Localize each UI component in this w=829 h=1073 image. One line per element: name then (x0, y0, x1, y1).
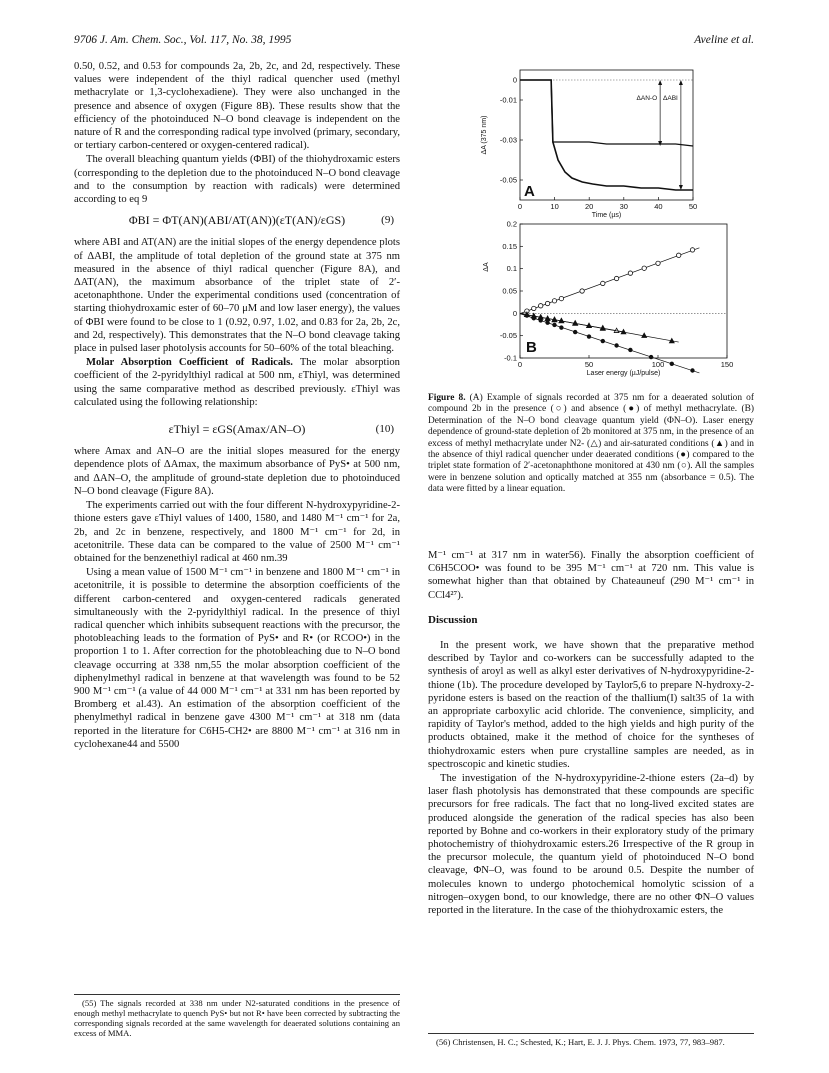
run-in-heading: Molar Absorption Coefficient of Radicals. (86, 357, 293, 369)
x-tick-label: 0 (517, 360, 523, 369)
y-tick-label: 0.2 (506, 219, 517, 229)
y-tick-label: 0.1 (506, 264, 517, 274)
data-point (628, 271, 632, 275)
left-footnote (74, 994, 400, 1038)
y-tick-label: 0 (512, 75, 517, 85)
data-point (690, 368, 694, 372)
y-tick-label: -0.03 (499, 135, 517, 145)
paragraph: where ABI and AT(AN) are the initial slopes of the energy dependence plots of ΔABI, the amplitude of total depletion of the ground state at 375 nm measured in the absence of thiyl radical quencher (Figure 8A), and ΔAT(AN), the maximum absorbance of the triplet state of 2′-acetonaphthone. Under the experimental conditions used (concentration of starting thiohydroxamic ester of 60–70 μM and low laser energy), the values of ΦBI were found to be close to 1 (0.92, 0.97, 1.02, and 0.83 for 2a, 2b, 2c, and 2d, respectively). This demonstrates that the N–O bond cleavage taking place in pulsed laser photolysis accounts for 50–60% of the total bleaching. (74, 237, 400, 355)
x-tick-label: 50 (688, 202, 698, 211)
y-tick-label: 0.15 (502, 241, 517, 251)
plot-frame (520, 224, 727, 358)
paragraph: where Amax and AN–O are the initial slopes measured for the energy dependence plots of ΔAmax, the maximum absorbance of PyS• at 500 nm, and ΔAN–O, the amplitude of ground-state depletion due to photoinduced N–O bond cleavage (Figure 8A). (74, 446, 400, 497)
right-footnote (428, 1033, 754, 1047)
x-tick-label: 0 (517, 202, 523, 211)
figure-8 (428, 62, 754, 388)
x-tick-label: 20 (585, 202, 594, 211)
equation-number: (10) (375, 423, 394, 436)
equation-9 (74, 214, 400, 227)
data-point (545, 321, 549, 325)
data-point (539, 304, 543, 308)
x-tick-label: 10 (550, 202, 559, 211)
fit-line (520, 314, 679, 343)
figure-caption (428, 393, 754, 496)
data-point (601, 339, 605, 343)
section-heading: Discussion (428, 613, 478, 626)
data-point (677, 253, 681, 257)
x-tick-label: 30 (619, 202, 628, 211)
y-axis-label: ΔA (483, 262, 490, 272)
data-point (601, 281, 605, 285)
data-point (559, 325, 563, 329)
data-point (587, 334, 591, 338)
footnote-55: (55) The signals recorded at 338 nm under N2-saturated conditions in the presence of enough methyl methacrylate to quench PyS• but not R• have been corrected by subtracting the corresponding signals recorded at the same wavelength for deaerated solutions containing an excess of MMA. (74, 994, 400, 1038)
data-point (656, 261, 660, 265)
caption-label: Figure 8. (428, 393, 466, 403)
y-axis-label: ΔA (375 nm) (481, 115, 488, 155)
paragraph: The investigation of the N-hydroxypyridine-2-thione esters (2a–d) by laser flash photolysis has demonstrated that these compounds are specific precursors for free radicals. The fact that no long-lived excited states are produced alongside the generation of the radical species has also been reported by Bohne and co-workers in their exploratory study of the primary photochemistry of thiohydroxamic esters.26 Irrespective of the R group in the precursor molecule, the quantum yield of photoinduced N–O bond cleavage, ΦN–O, was found to be around 0.5. Despite the number of molecules known to undergo photochemical homolytic scission of a nitrogen–oxygen bond, to our knowledge, there are no other ΦN–O values reported in the literature. In the case of the thiohydroxamic esters, the (428, 773, 754, 917)
equation-text: εThiyl = εGS(Amax/AN–O) (168, 422, 306, 437)
paragraph (74, 356, 400, 409)
amplitude-label: ΔAN-O (636, 95, 658, 102)
equation-10 (74, 423, 400, 436)
paragraph: The overall bleaching quantum yields (ΦBI) of the thiohydroxamic esters (corresponding to the depletion due to the photoinduced N–O bond cleavage and to the consumption by reaction with radicals) were determined according to eq 9 (74, 154, 400, 206)
left-column (74, 60, 400, 752)
data-point (580, 289, 584, 293)
y-tick-label: 0.05 (502, 286, 517, 296)
data-point (614, 276, 618, 280)
x-tick-label: 100 (651, 360, 665, 369)
data-point (649, 355, 653, 359)
data-point (532, 306, 536, 310)
equation-number: (9) (381, 214, 394, 227)
amplitude-label: ΔABI (663, 95, 678, 102)
data-point (559, 296, 563, 300)
data-point (552, 323, 556, 327)
running-header (74, 34, 754, 50)
data-point (642, 266, 646, 270)
paragraph: The experiments carried out with the four different N-hydroxypyridine-2-thione esters gave εThiyl values of 1400, 1580, and 1480 M⁻¹ cm⁻¹ for 2a, 2b, and 2c in benzene, respectively, and 1800 M⁻¹ cm⁻¹ for 2d, in acetonitrile. These data can be compared to the value of 2500 M⁻¹ cm⁻¹ obtained for the benzenethiyl radical at 460 nm.39 (74, 500, 400, 564)
panel-letter: B (526, 339, 537, 356)
paragraph: In the present work, we have shown that the preparative method described by Taylor and co-workers can be successfully adapted to the synthesis of aroyl as well as alkyl ester derivatives of N-hydroxypyridine-2-thione (1b). The procedure developed by Taylor5,6 to prepare N-hydroxy-2-pyridone esters is based on the reaction of the thallium(I) salt35 of 1a with an appropriate carboxylic acid chloride. The convenience, simplicity, and rapidity of Taylor's method, added to the high yields and high purity of the products obtained, make it the method of choice for the syntheses of thiohydroxamic esters when pure crystalline samples are needed, as in spectroscopic and kinetic studies. (428, 640, 754, 770)
figure-8a-panel (481, 70, 697, 219)
footnote-56: (56) Christensen, H. C.; Schested, K.; Hart, E. J. J. Phys. Chem. 1973, 77, 983–987. (428, 1033, 754, 1047)
caption-text: (A) Example of signals recorded at 375 nm for a deaerated solution of compound 2b in the presence (○) and absence (●) of methyl methacrylate. (B) Determination of the N–O bond cleavage quantum yield (ΦN–O). Laser energy dependence of ground-state depletion of 2b monitored at 375 nm, in the presence of an excess of methyl methacrylate under N2- (△) and air-saturated conditions (▲) and in the absence of thiyl radical quencher under deaerated conditions (●) compared to the triplet state formation of 2′-acetonaphthone monitored at 430 nm (○). All the samples were in benzene solution and optically matched at 355 nm (absorbance = 0.5). The data were fitted by a linear equation. (428, 393, 754, 495)
x-axis-label: Laser energy (µJ/pulse) (586, 370, 661, 377)
paragraph-text: The molar absorption coefficient of the 2-pyridylthiyl radical at 500 nm, εThiyl, was determined using the same comparative method as described previously. εThiyl was calculated using the following relationship: (74, 357, 400, 408)
data-point (614, 343, 618, 347)
paragraph: M⁻¹ cm⁻¹ at 317 nm in water56). Finally the absorption coefficient of C6H5COO• was found to be 395 M⁻¹ cm⁻¹ at 720 nm. This value is somewhat higher than that obtained by Chateauneuf (290 M⁻¹ cm⁻¹ in CCl4²⁷). (428, 550, 754, 601)
x-tick-label: 50 (584, 360, 594, 369)
y-tick-label: -0.05 (499, 175, 517, 185)
data-point (545, 301, 549, 305)
y-tick-label: -0.1 (504, 353, 517, 363)
x-axis-label: Time (µs) (591, 212, 622, 219)
data-point (690, 248, 694, 252)
right-column (428, 549, 754, 918)
y-tick-label: -0.05 (499, 331, 517, 341)
panel-letter: A (524, 183, 535, 200)
author-running-head: Aveline et al. (694, 34, 754, 46)
figure-8b-panel (483, 220, 733, 378)
y-tick-label: -0.01 (499, 95, 517, 105)
data-point (573, 330, 577, 334)
journal-citation: 9706 J. Am. Chem. Soc., Vol. 117, No. 38, 1995 (74, 34, 292, 46)
data-point (628, 348, 632, 352)
signal-trace (520, 80, 693, 146)
paragraph: 0.50, 0.52, and 0.53 for compounds 2a, 2b, 2c, and 2d, respectively. These values were independent of the thiyl radical quencher used (methyl methacrylate or 1,3-cyclohexadiene). They were also unchanged in the presence and absence of oxygen (Figure 8B). These results show that the efficiency of the photoinduced N–O bond cleavage is independent on the nature of R and the corresponding radical type involved (primary, secondary, or tertiary carbon-centered or oxygen-centered radical). (74, 61, 400, 152)
equation-text: ΦBI = ΦT(AN)(ABI/AT(AN))(εT(AN)/εGS) (128, 213, 346, 228)
x-tick-label: 150 (720, 360, 734, 369)
plot-frame (520, 70, 693, 200)
data-point (670, 362, 674, 366)
data-point (552, 299, 556, 303)
arrow-head (658, 80, 662, 85)
paragraph: Using a mean value of 1500 M⁻¹ cm⁻¹ in benzene and 1800 M⁻¹ cm⁻¹ in acetonitrile, it is possible to determine the absorption coefficients of the different carbon-centered and oxygen-centered radicals generated simultaneously with the 2-pyridylthiyl radical. In the presence of thiyl radical quencher which inhibits subsequent reactions with the precursor, the photobleaching leads to the formation of PyS• and R• (or RCOO•) in the proportion 1 to 1. After correction for the photobleaching due to N–O bond cleavage occurring at 338 nm,55 the molar absorption coefficient of the diphenylmethyl radical in benzene at that wavelength was found to be 52 900 M⁻¹ cm⁻¹ (a value of 44 000 M⁻¹ cm⁻¹ at 331 nm has been reported by Bromberg et al.43). An estimation of the absorption coefficient of the phenylmethyl radical in benzene gave 4300 M⁻¹ cm⁻¹ at 318 nm (data reported in the literature for C6H5-CH2• are 8800 M⁻¹ cm⁻¹ at 316 nm in cyclohexane44 and 5500 (74, 567, 400, 750)
arrow-head (679, 80, 683, 85)
y-tick-label: 0 (512, 308, 517, 318)
x-tick-label: 40 (654, 202, 663, 211)
